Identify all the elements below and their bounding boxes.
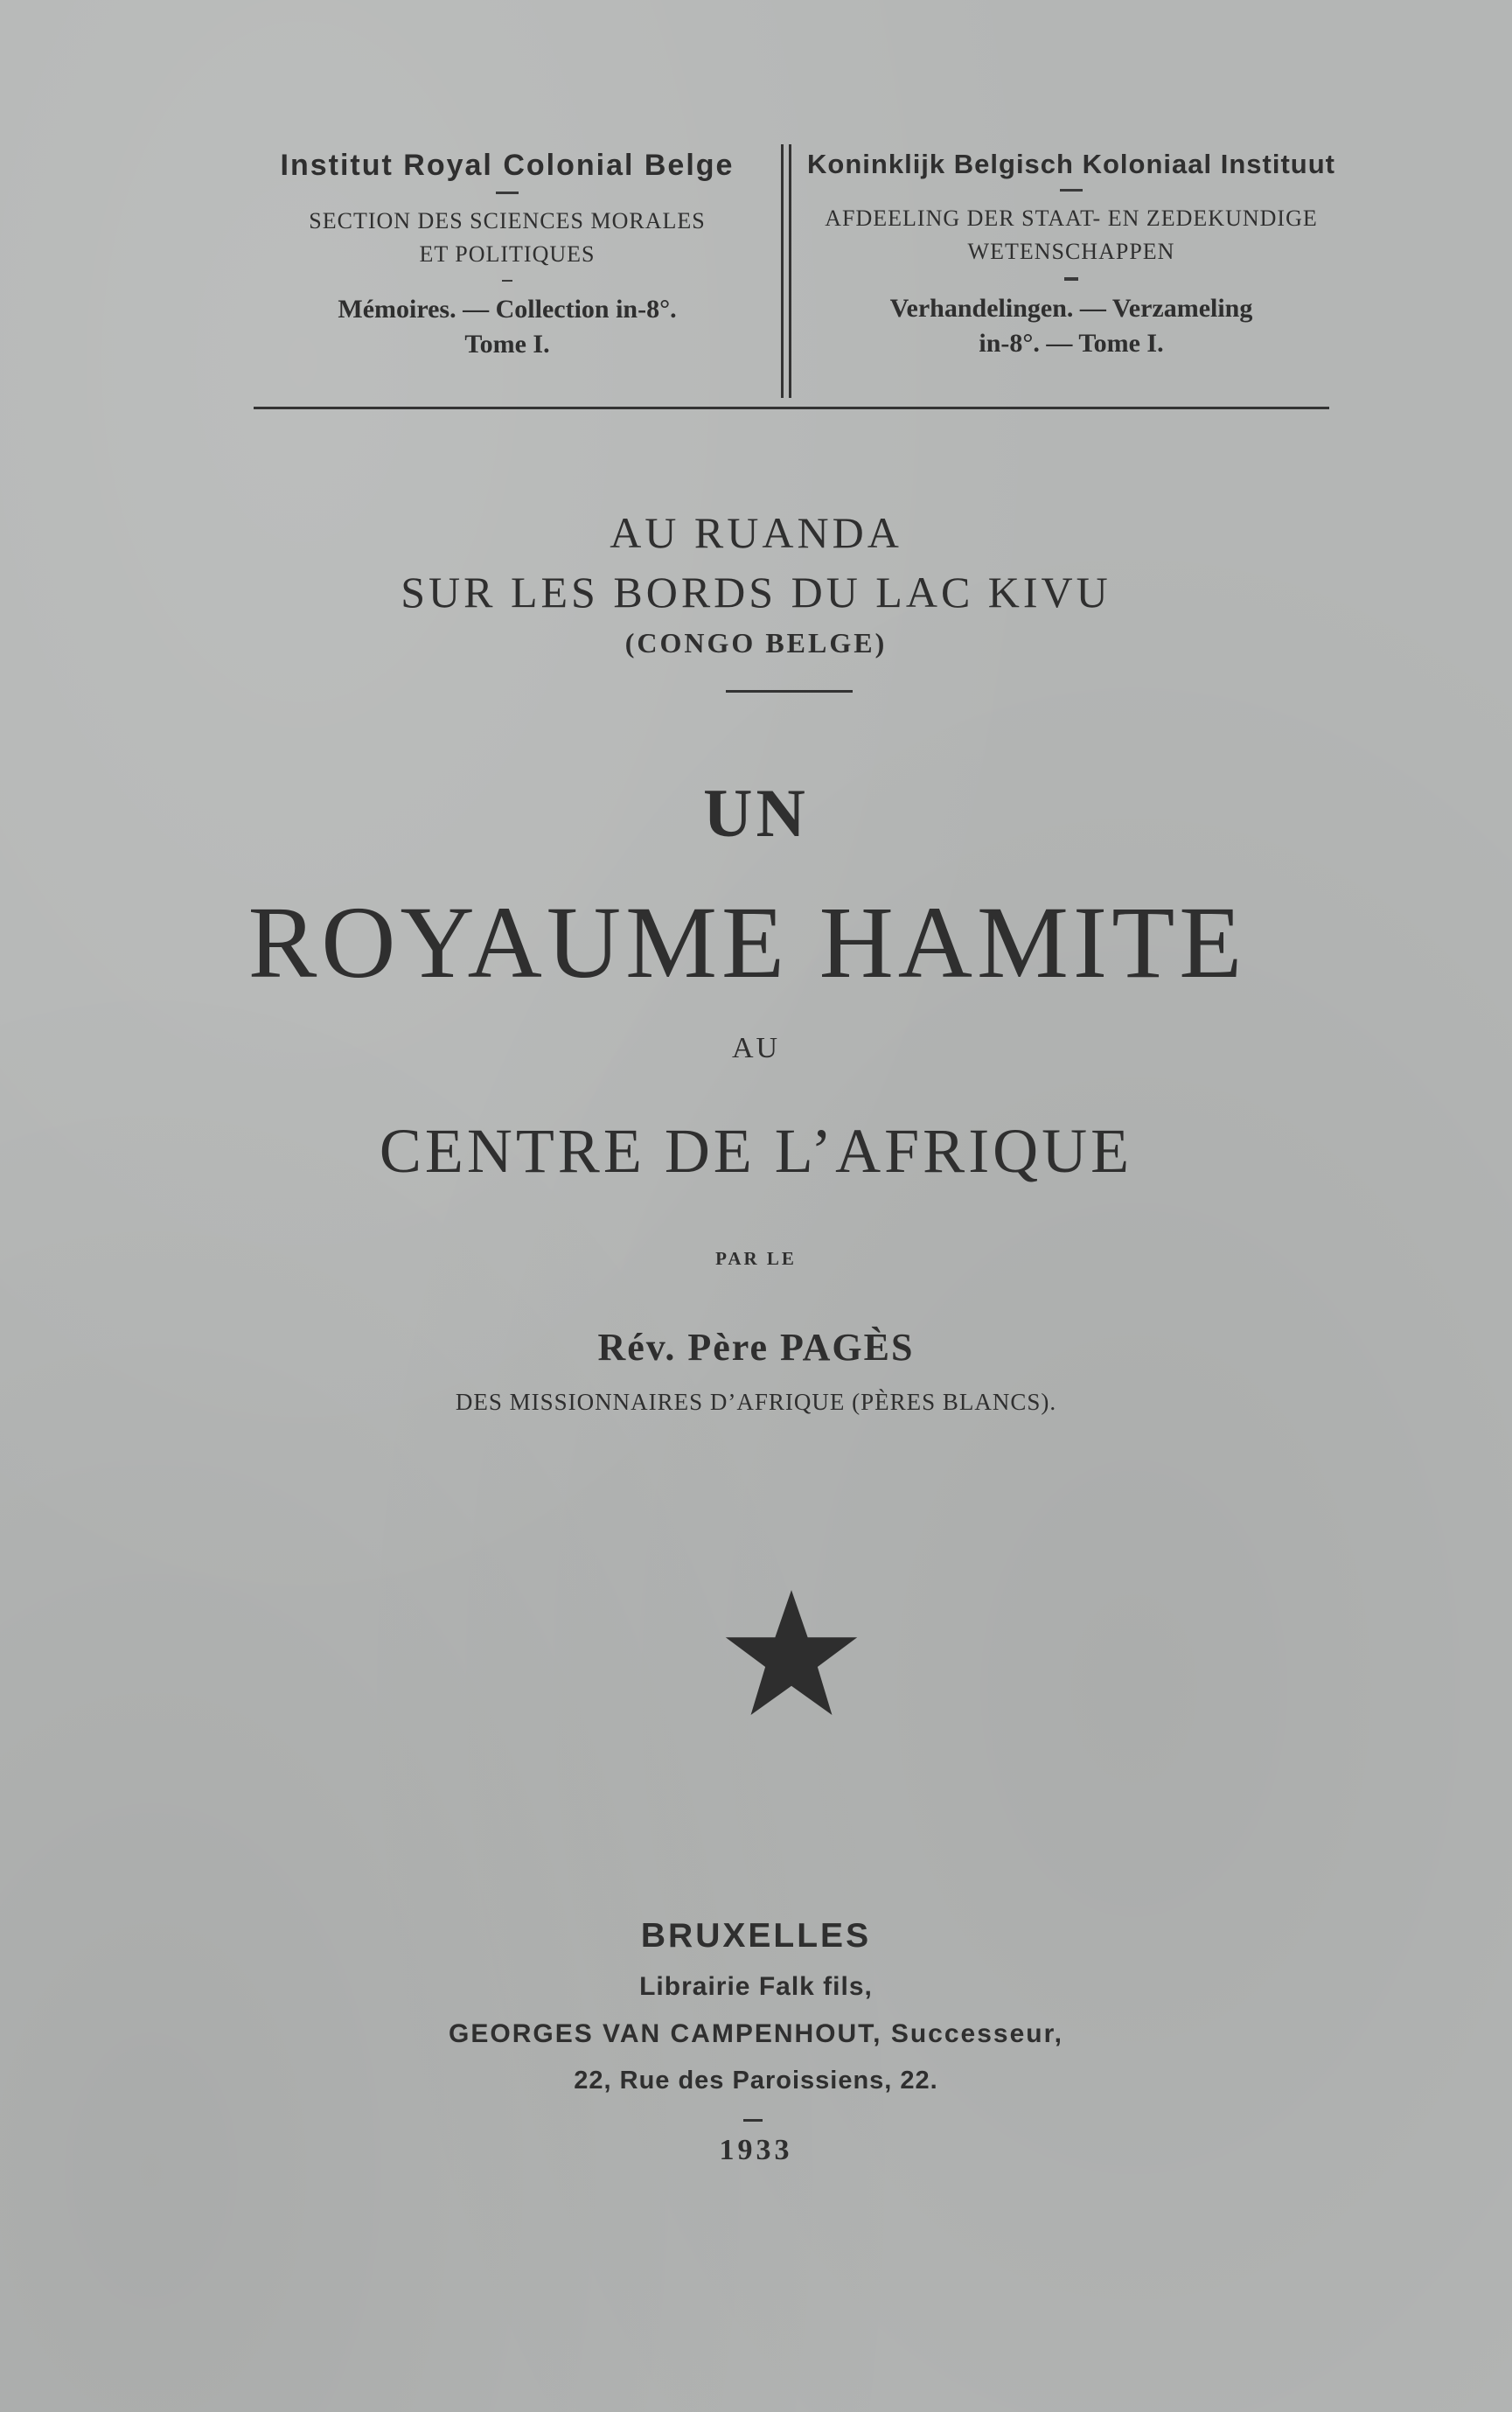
collection-line-fr-1: Mémoires. — Collection in-8°. — [338, 295, 677, 324]
header-dash — [1060, 189, 1083, 192]
header-dash — [1064, 277, 1078, 281]
subtitle-line-3: (CONGO BELGE) — [624, 627, 888, 659]
author-name: Rév. Père PAGÈS — [597, 1326, 915, 1369]
collection-line-fr-2: Tome I. — [464, 330, 550, 359]
title-line-3: CENTRE DE L’AFRIQUE — [379, 1116, 1133, 1186]
subtitle-line-2: SUR LES BORDS DU LAC KIVU — [401, 568, 1111, 617]
imprint-year: 1933 — [719, 2134, 793, 2166]
section-line-nl-2: WETENSCHAPPEN — [967, 239, 1175, 264]
imprint-publisher: Librairie Falk fils, — [639, 1972, 873, 2001]
institute-name-fr: Institut Royal Colonial Belge — [280, 149, 735, 182]
author-affiliation: DES MISSIONNAIRES D’AFRIQUE (PÈRES BLANCS). — [455, 1389, 1057, 1415]
title-divider — [726, 690, 853, 693]
collection-line-nl-2: in-8°. — Tome I. — [979, 329, 1164, 358]
section-line-nl-1: AFDEELING DER STAAT- EN ZEDEKUNDIGE — [825, 206, 1318, 231]
header-dash — [496, 192, 519, 194]
header-dash — [502, 280, 512, 282]
title-connector: AU — [731, 1032, 781, 1064]
star-icon — [722, 1587, 861, 1725]
title-main: ROYAUME HAMITE — [247, 885, 1247, 1000]
institute-name-nl: Koninklijk Belgisch Koloniaal Instituut — [807, 149, 1335, 179]
header-right-column — [800, 149, 1342, 361]
author-prefix: PAR LE — [715, 1248, 797, 1269]
subtitle-line-1: AU RUANDA — [610, 508, 902, 557]
header-left-column — [254, 149, 761, 362]
header-vertical-separator — [781, 144, 791, 398]
collection-line-nl-1: Verhandelingen. — Verzameling — [889, 294, 1253, 323]
imprint-dash — [743, 2119, 763, 2122]
header-rule — [254, 407, 1329, 409]
title-line-1: UN — [703, 775, 809, 851]
imprint-address: 22, Rue des Paroissiens, 22. — [574, 2067, 938, 2095]
imprint-city: BRUXELLES — [640, 1917, 872, 1955]
section-line-fr-2: ET POLITIQUES — [419, 241, 596, 267]
imprint-successor: GEORGES VAN CAMPENHOUT, Successeur, — [449, 2019, 1063, 2048]
section-line-fr-1: SECTION DES SCIENCES MORALES — [309, 208, 706, 234]
